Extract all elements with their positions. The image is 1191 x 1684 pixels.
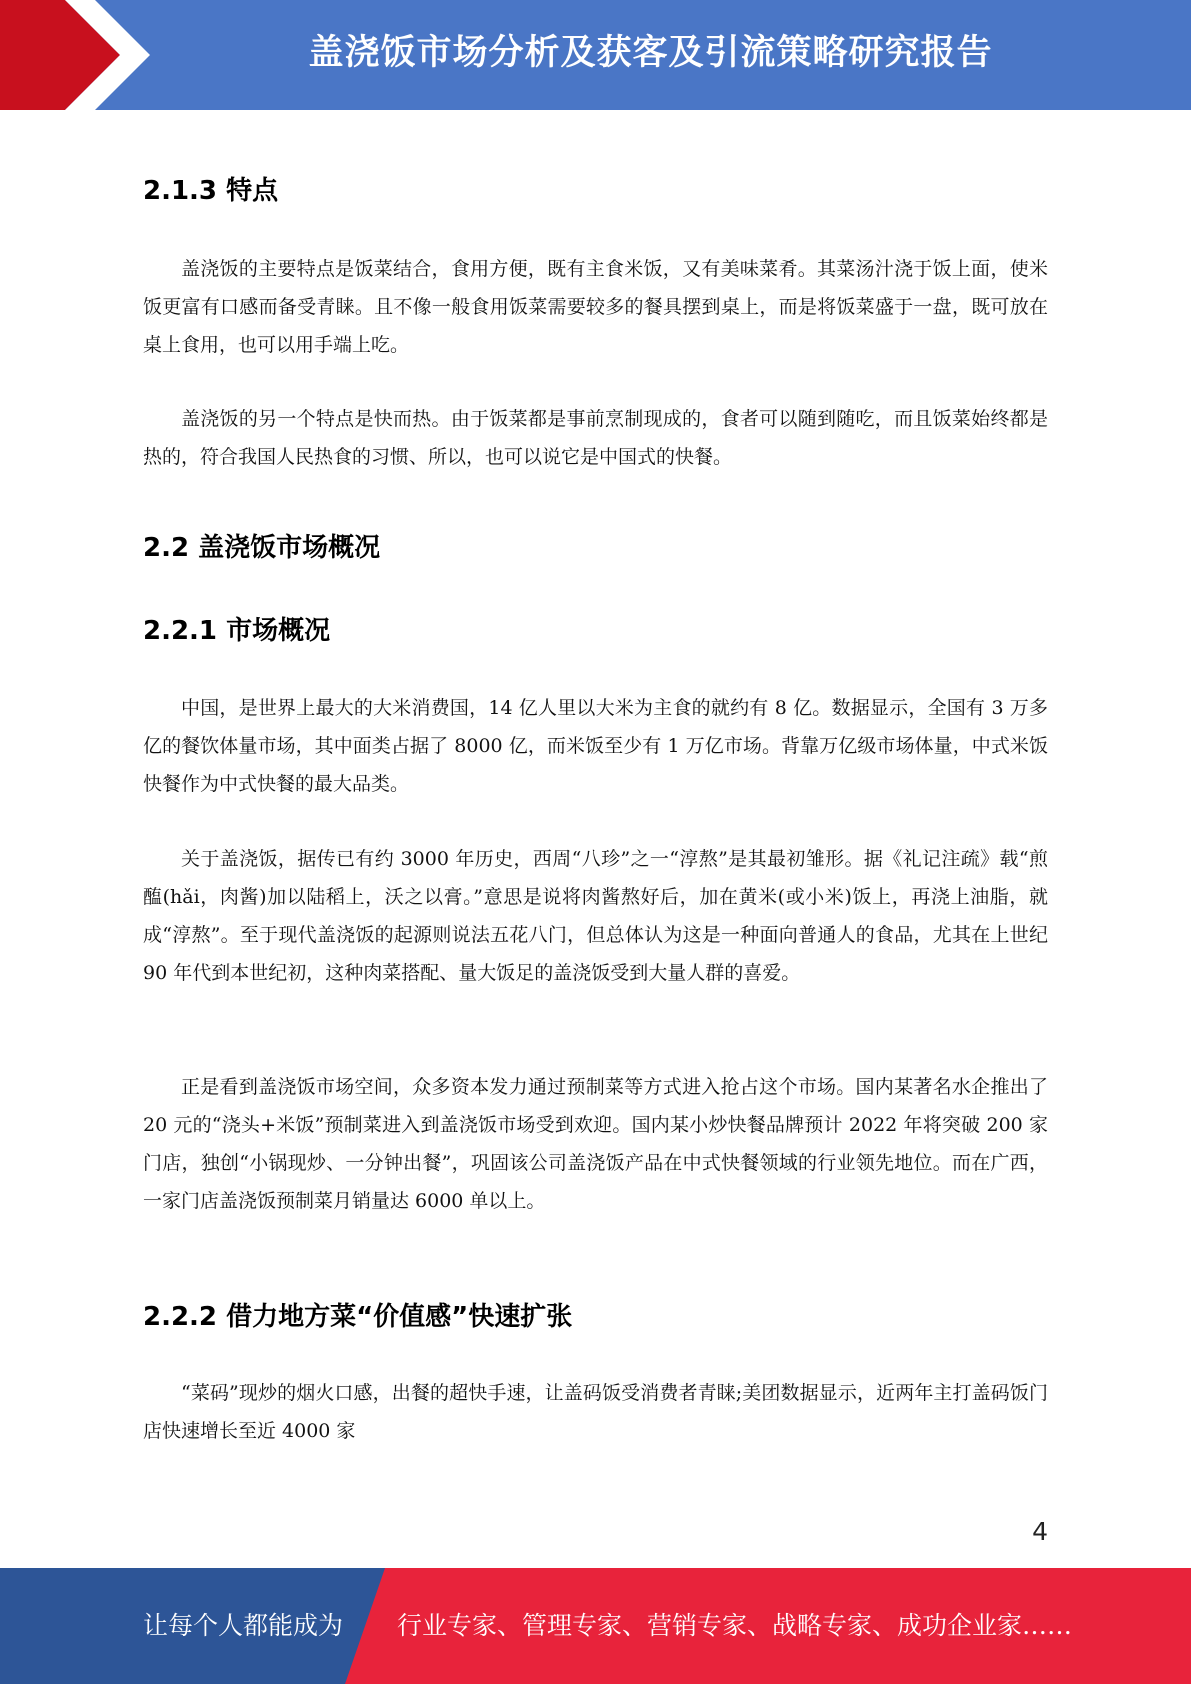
document-title: 盖浇饭市场分析及获客及引流策略研究报告: [308, 33, 993, 73]
section-heading-2-2-1: 2.2.1 市场概况: [143, 616, 331, 646]
footer-slogan-right: 行业专家、管理专家、营销专家、战略专家、成功企业家……: [397, 1611, 1073, 1640]
page-footer: [0, 1568, 1191, 1684]
paragraph-market-2: 关于盖浇饭，据传已有约 3000 年历史，西周“八珍”之一“淳熬”是其最初雏形。据《礼记注疏》载“煎醢(hǎi，肉酱)加以陆稻上，沃之以膏。”意思是说将肉酱熬好后，加在黄米(或小米)饭上，再浇上油脂，就成“淳熬”。至于现代盖浇饭的起源则说法五花八门，但总体认为这是一种面向普通人的食品，尤其在上世纪 90 年代到本世纪初，这种肉菜搭配、量大饭足的盖浇饭受到大量人群的喜爱。: [143, 848, 1048, 984]
paragraph-features-1: 盖浇饭的主要特点是饭菜结合，食用方便，既有主食米饭，又有美味菜肴。其菜汤汁浇于饭上面，使米饭更富有口感而备受青睐。且不像一般食用饭菜需要较多的餐具摆到桌上，而是将饭菜盛于一盘，既可放在桌上食用，也可以用手端上吃。: [143, 258, 1048, 356]
page-number: 4: [1032, 1517, 1048, 1546]
paragraph-market-1: 中国，是世界上最大的大米消费国，14 亿人里以大米为主食的就约有 8 亿。数据显示，全国有 3 万多亿的餐饮体量市场，其中面类占据了 8000 亿，而米饭至少有 1 万亿市场。背靠万亿级市场体量，中式米饭快餐作为中式快餐的最大品类。: [143, 697, 1048, 795]
paragraph-expansion-1: “菜码”现炒的烟火口感，出餐的超快手速，让盖码饭受消费者青睐;美团数据显示，近两年主打盖码饭门店快速增长至近 4000 家: [143, 1382, 1048, 1442]
paragraph-market-3: 正是看到盖浇饭市场空间，众多资本发力通过预制菜等方式进入抢占这个市场。国内某著名水企推出了 20 元的“浇头+米饭”预制菜进入到盖浇饭市场受到欢迎。国内某小炒快餐品牌预计 2022 年将突破 200 家门店，独创“小锅现炒、一分钟出餐”，巩固该公司盖浇饭产品在中式快餐领域的行业领先地位。而在广西，一家门店盖浇饭预制菜月销量达 6000 单以上。: [143, 1076, 1048, 1212]
paragraph-features-2: 盖浇饭的另一个特点是快而热。由于饭菜都是事前烹制现成的，食者可以随到随吃，而且饭菜始终都是热的，符合我国人民热食的习惯、所以，也可以说它是中国式的快餐。: [143, 408, 1048, 468]
footer-slogan-left: 让每个人都能成为: [143, 1611, 344, 1640]
page-header: [0, 0, 1191, 110]
section-heading-2-1-3: 2.1.3 特点: [143, 176, 279, 206]
section-heading-2-2: 2.2 盖浇饭市场概况: [143, 533, 381, 563]
section-heading-2-2-2: 2.2.2 借力地方菜“价值感”快速扩张: [143, 1302, 573, 1332]
